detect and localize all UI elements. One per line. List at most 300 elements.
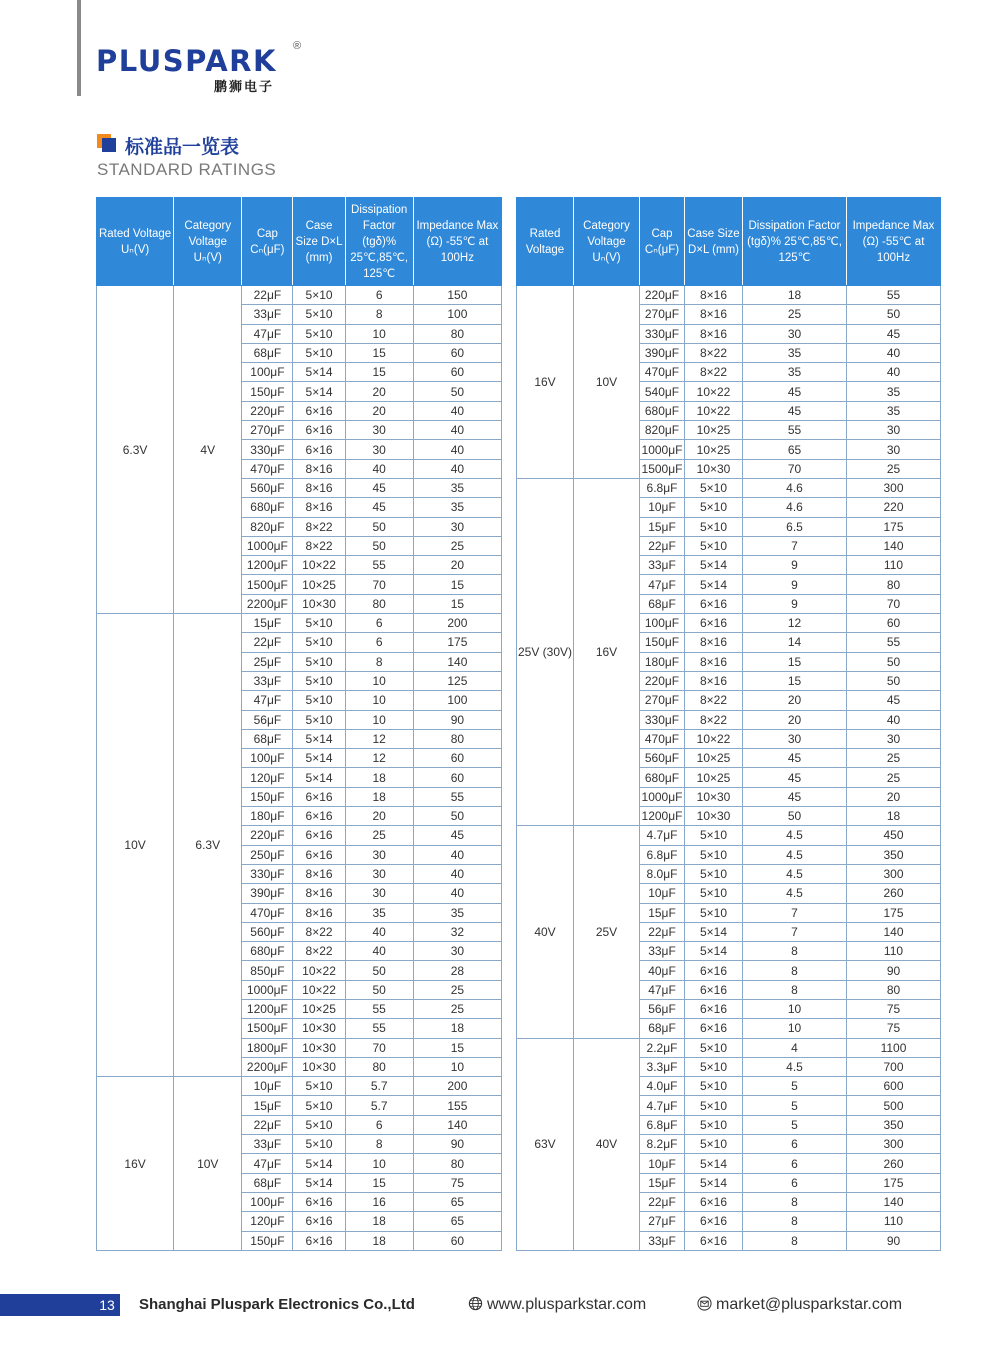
- cap-cell: 470μF: [640, 729, 685, 748]
- case-size-cell: 10×22: [685, 729, 743, 748]
- case-size-cell: 10×22: [293, 556, 345, 575]
- impedance-cell: 50: [847, 305, 941, 324]
- case-size-cell: 6×16: [293, 1192, 345, 1211]
- cap-cell: 4.7μF: [640, 826, 685, 845]
- case-size-cell: 5×10: [685, 1077, 743, 1096]
- case-size-cell: 5×10: [293, 1096, 345, 1115]
- cap-cell: 100μF: [242, 1192, 293, 1211]
- dissipation-cell: 4.5: [743, 884, 847, 903]
- case-size-cell: 10×25: [293, 575, 345, 594]
- cap-cell: 330μF: [640, 324, 685, 343]
- cap-cell: 1500μF: [242, 1019, 293, 1038]
- dissipation-cell: 20: [743, 691, 847, 710]
- dissipation-cell: 25: [743, 305, 847, 324]
- impedance-cell: 65: [413, 1192, 501, 1211]
- case-size-cell: 6×16: [293, 807, 345, 826]
- footer-email[interactable]: [697, 1296, 902, 1314]
- dissipation-cell: 10: [345, 324, 413, 343]
- dissipation-cell: 20: [345, 382, 413, 401]
- case-size-cell: 5×10: [293, 343, 345, 362]
- case-size-cell: 5×14: [293, 768, 345, 787]
- table-header-row: [517, 198, 941, 286]
- dissipation-cell: 8: [345, 305, 413, 324]
- impedance-cell: 40: [847, 710, 941, 729]
- impedance-cell: 32: [413, 922, 501, 941]
- dissipation-cell: 4.6: [743, 478, 847, 497]
- case-size-cell: 5×10: [293, 286, 345, 305]
- case-size-cell: 10×25: [685, 749, 743, 768]
- cap-cell: 560μF: [640, 749, 685, 768]
- cap-cell: 1200μF: [242, 556, 293, 575]
- dissipation-cell: 5.7: [345, 1096, 413, 1115]
- dissipation-cell: 50: [743, 807, 847, 826]
- impedance-cell: 90: [847, 1231, 941, 1250]
- cap-cell: 40μF: [640, 961, 685, 980]
- logo-wordmark: PLUSPARK: [96, 44, 277, 78]
- cap-cell: 220μF: [640, 671, 685, 690]
- dissipation-cell: 20: [345, 807, 413, 826]
- case-size-cell: 8×16: [293, 884, 345, 903]
- cap-cell: 2.2μF: [640, 1038, 685, 1057]
- impedance-cell: 110: [847, 1212, 941, 1231]
- impedance-cell: 90: [413, 710, 501, 729]
- cap-cell: 4.0μF: [640, 1077, 685, 1096]
- category-voltage-cell: 40V: [574, 1038, 640, 1250]
- dissipation-cell: 40: [345, 942, 413, 961]
- dissipation-cell: 45: [743, 749, 847, 768]
- case-size-cell: 5×10: [293, 633, 345, 652]
- cap-cell: 47μF: [242, 691, 293, 710]
- impedance-cell: 40: [413, 401, 501, 420]
- website-text: www.plusparkstar.com: [487, 1296, 647, 1313]
- cap-cell: 1200μF: [640, 807, 685, 826]
- cap-cell: 33μF: [640, 1231, 685, 1250]
- cap-cell: 10μF: [640, 884, 685, 903]
- dissipation-cell: 6: [743, 1154, 847, 1173]
- impedance-cell: 15: [413, 575, 501, 594]
- case-size-cell: 10×25: [685, 421, 743, 440]
- case-size-cell: 10×30: [685, 807, 743, 826]
- case-size-cell: 5×10: [293, 671, 345, 690]
- case-size-cell: 5×10: [685, 845, 743, 864]
- cap-cell: 33μF: [242, 1135, 293, 1154]
- case-size-cell: 5×10: [293, 1115, 345, 1134]
- category-voltage-cell: 4V: [174, 286, 242, 614]
- impedance-cell: 80: [413, 729, 501, 748]
- brand-logo: [96, 40, 302, 95]
- case-size-cell: 6×16: [293, 1231, 345, 1250]
- globe-icon: [468, 1296, 483, 1311]
- table-row: [517, 1038, 941, 1057]
- impedance-cell: 175: [847, 517, 941, 536]
- cap-cell: 27μF: [640, 1212, 685, 1231]
- impedance-cell: 35: [413, 903, 501, 922]
- dissipation-cell: 55: [345, 556, 413, 575]
- dissipation-cell: 8: [743, 980, 847, 999]
- dissipation-cell: 14: [743, 633, 847, 652]
- dissipation-cell: 35: [743, 343, 847, 362]
- impedance-cell: 45: [413, 826, 501, 845]
- dissipation-cell: 9: [743, 575, 847, 594]
- cap-cell: 560μF: [242, 478, 293, 497]
- cap-cell: 150μF: [640, 633, 685, 652]
- category-voltage-cell: 10V: [174, 1077, 242, 1251]
- case-size-cell: 8×16: [685, 305, 743, 324]
- dissipation-cell: 45: [345, 498, 413, 517]
- case-size-cell: 8×16: [293, 498, 345, 517]
- impedance-cell: 300: [847, 1135, 941, 1154]
- page-number: 13: [99, 1297, 115, 1313]
- case-size-cell: 5×10: [685, 498, 743, 517]
- table-row: [97, 286, 502, 305]
- dissipation-cell: 30: [345, 440, 413, 459]
- cap-cell: 56μF: [640, 999, 685, 1018]
- dissipation-cell: 35: [345, 903, 413, 922]
- cap-cell: 15μF: [640, 517, 685, 536]
- header-divider: [77, 0, 81, 96]
- impedance-cell: 25: [413, 999, 501, 1018]
- impedance-cell: 55: [847, 633, 941, 652]
- case-size-cell: 10×30: [293, 1057, 345, 1076]
- dissipation-cell: 6: [345, 1115, 413, 1134]
- dissipation-cell: 70: [345, 1038, 413, 1057]
- dissipation-cell: 4.5: [743, 1057, 847, 1076]
- header-category-voltage: Category Voltage Uₙ(V): [574, 198, 640, 286]
- impedance-cell: 80: [847, 575, 941, 594]
- case-size-cell: 8×22: [293, 942, 345, 961]
- dissipation-cell: 7: [743, 903, 847, 922]
- impedance-cell: 175: [413, 633, 501, 652]
- table-row: [517, 826, 941, 845]
- dissipation-cell: 8: [743, 961, 847, 980]
- dissipation-cell: 7: [743, 536, 847, 555]
- cap-cell: 270μF: [640, 691, 685, 710]
- impedance-cell: 25: [413, 536, 501, 555]
- case-size-cell: 8×16: [685, 324, 743, 343]
- category-voltage-cell: 16V: [574, 478, 640, 825]
- cap-cell: 270μF: [640, 305, 685, 324]
- case-size-cell: 10×30: [293, 1019, 345, 1038]
- dissipation-cell: 18: [345, 1212, 413, 1231]
- dissipation-cell: 15: [743, 671, 847, 690]
- dissipation-cell: 5: [743, 1077, 847, 1096]
- dissipation-cell: 40: [345, 459, 413, 478]
- impedance-cell: 40: [413, 884, 501, 903]
- cap-cell: 47μF: [640, 980, 685, 999]
- impedance-cell: 75: [847, 999, 941, 1018]
- footer-company: Shanghai Pluspark Electronics Co.,Ltd: [139, 1296, 415, 1313]
- email-text: market@plusparkstar.com: [716, 1296, 903, 1313]
- impedance-cell: 30: [847, 421, 941, 440]
- cap-cell: 22μF: [242, 1115, 293, 1134]
- impedance-cell: 35: [847, 401, 941, 420]
- cap-cell: 47μF: [242, 324, 293, 343]
- impedance-cell: 100: [413, 691, 501, 710]
- case-size-cell: 6×16: [685, 961, 743, 980]
- footer-website[interactable]: [468, 1296, 646, 1314]
- impedance-cell: 90: [413, 1135, 501, 1154]
- case-size-cell: 6×16: [685, 980, 743, 999]
- case-size-cell: 8×22: [685, 710, 743, 729]
- dissipation-cell: 35: [743, 363, 847, 382]
- case-size-cell: 6×16: [293, 845, 345, 864]
- impedance-cell: 140: [413, 652, 501, 671]
- dissipation-cell: 45: [345, 478, 413, 497]
- case-size-cell: 5×10: [293, 305, 345, 324]
- case-size-cell: 8×22: [685, 691, 743, 710]
- dissipation-cell: 30: [345, 421, 413, 440]
- dissipation-cell: 4.5: [743, 826, 847, 845]
- cap-cell: 10μF: [640, 498, 685, 517]
- impedance-cell: 1100: [847, 1038, 941, 1057]
- dissipation-cell: 30: [345, 864, 413, 883]
- header-impedance: Impedance Max (Ω) -55℃ at 100Hz: [847, 198, 941, 286]
- case-size-cell: 8×22: [293, 536, 345, 555]
- impedance-cell: 40: [413, 459, 501, 478]
- cap-cell: 47μF: [242, 1154, 293, 1173]
- impedance-cell: 30: [413, 942, 501, 961]
- dissipation-cell: 8: [743, 942, 847, 961]
- cap-cell: 220μF: [242, 826, 293, 845]
- case-size-cell: 5×10: [685, 517, 743, 536]
- table-row: [517, 478, 941, 497]
- ratings-table-right: [516, 197, 941, 1251]
- dissipation-cell: 20: [743, 710, 847, 729]
- dissipation-cell: 12: [345, 749, 413, 768]
- cap-cell: 1500μF: [242, 575, 293, 594]
- dissipation-cell: 45: [743, 787, 847, 806]
- impedance-cell: 50: [847, 652, 941, 671]
- impedance-cell: 300: [847, 478, 941, 497]
- cap-cell: 120μF: [242, 1212, 293, 1231]
- impedance-cell: 10: [413, 1057, 501, 1076]
- rated-voltage-cell: 16V: [517, 286, 574, 479]
- rated-voltage-cell: 6.3V: [97, 286, 174, 614]
- cap-cell: 220μF: [640, 286, 685, 305]
- impedance-cell: 80: [847, 980, 941, 999]
- cap-cell: 68μF: [640, 1019, 685, 1038]
- cap-cell: 150μF: [242, 382, 293, 401]
- case-size-cell: 5×10: [685, 478, 743, 497]
- case-size-cell: 8×16: [685, 286, 743, 305]
- rated-voltage-cell: 63V: [517, 1038, 574, 1250]
- dissipation-cell: 8: [743, 1231, 847, 1250]
- case-size-cell: 6×16: [685, 1019, 743, 1038]
- dissipation-cell: 18: [345, 768, 413, 787]
- case-size-cell: 6×16: [293, 401, 345, 420]
- impedance-cell: 110: [847, 942, 941, 961]
- cap-cell: 4.7μF: [640, 1096, 685, 1115]
- case-size-cell: 5×10: [685, 1135, 743, 1154]
- case-size-cell: 5×10: [685, 864, 743, 883]
- impedance-cell: 65: [413, 1212, 501, 1231]
- impedance-cell: 45: [847, 691, 941, 710]
- dissipation-cell: 10: [345, 1154, 413, 1173]
- dissipation-cell: 30: [345, 845, 413, 864]
- cap-cell: 330μF: [640, 710, 685, 729]
- cap-cell: 470μF: [242, 459, 293, 478]
- ratings-table-left: [96, 197, 502, 1251]
- header-cap: Cap Cₙ(μF): [242, 198, 293, 286]
- case-size-cell: 5×14: [685, 922, 743, 941]
- impedance-cell: 40: [413, 421, 501, 440]
- impedance-cell: 35: [413, 498, 501, 517]
- impedance-cell: 60: [413, 1231, 501, 1250]
- impedance-cell: 40: [413, 845, 501, 864]
- case-size-cell: 5×10: [293, 710, 345, 729]
- impedance-cell: 260: [847, 1154, 941, 1173]
- case-size-cell: 5×10: [685, 826, 743, 845]
- dissipation-cell: 50: [345, 980, 413, 999]
- cap-cell: 33μF: [242, 671, 293, 690]
- case-size-cell: 6×16: [685, 1192, 743, 1211]
- case-size-cell: 6×16: [293, 421, 345, 440]
- cap-cell: 22μF: [242, 633, 293, 652]
- dissipation-cell: 55: [743, 421, 847, 440]
- title-chinese: 标准品一览表: [125, 136, 240, 158]
- impedance-cell: 125: [413, 671, 501, 690]
- case-size-cell: 6×16: [685, 1212, 743, 1231]
- cap-cell: 33μF: [640, 942, 685, 961]
- cap-cell: 820μF: [640, 421, 685, 440]
- header-case-size: Case Size D×L (mm): [293, 198, 345, 286]
- case-size-cell: 5×14: [685, 575, 743, 594]
- cap-cell: 1000μF: [242, 536, 293, 555]
- case-size-cell: 5×10: [685, 903, 743, 922]
- cap-cell: 68μF: [242, 1173, 293, 1192]
- table-row: [517, 286, 941, 305]
- impedance-cell: 40: [847, 363, 941, 382]
- case-size-cell: 8×16: [293, 478, 345, 497]
- cap-cell: 15μF: [640, 1173, 685, 1192]
- impedance-cell: 40: [413, 864, 501, 883]
- dissipation-cell: 80: [345, 1057, 413, 1076]
- header-rated-voltage: Rated Voltage Uₙ(V): [97, 198, 174, 286]
- cap-cell: 10μF: [640, 1154, 685, 1173]
- dissipation-cell: 10: [345, 691, 413, 710]
- impedance-cell: 140: [847, 922, 941, 941]
- impedance-cell: 60: [413, 749, 501, 768]
- dissipation-cell: 16: [345, 1192, 413, 1211]
- cap-cell: 680μF: [640, 401, 685, 420]
- case-size-cell: 8×16: [685, 652, 743, 671]
- dissipation-cell: 15: [345, 1173, 413, 1192]
- cap-cell: 680μF: [242, 942, 293, 961]
- case-size-cell: 6×16: [685, 999, 743, 1018]
- impedance-cell: 25: [413, 980, 501, 999]
- case-size-cell: 8×16: [293, 903, 345, 922]
- dissipation-cell: 18: [345, 787, 413, 806]
- case-size-cell: 5×10: [293, 1135, 345, 1154]
- impedance-cell: 60: [413, 768, 501, 787]
- case-size-cell: 5×14: [293, 363, 345, 382]
- impedance-cell: 60: [413, 343, 501, 362]
- dissipation-cell: 4.5: [743, 845, 847, 864]
- case-size-cell: 5×10: [293, 324, 345, 343]
- cap-cell: 56μF: [242, 710, 293, 729]
- cap-cell: 180μF: [640, 652, 685, 671]
- impedance-cell: 15: [413, 1038, 501, 1057]
- case-size-cell: 5×14: [293, 1173, 345, 1192]
- table-row: [97, 1077, 502, 1096]
- impedance-cell: 110: [847, 556, 941, 575]
- dissipation-cell: 10: [345, 710, 413, 729]
- impedance-cell: 18: [413, 1019, 501, 1038]
- impedance-cell: 600: [847, 1077, 941, 1096]
- case-size-cell: 5×10: [685, 1057, 743, 1076]
- cap-cell: 8.0μF: [640, 864, 685, 883]
- impedance-cell: 90: [847, 961, 941, 980]
- table-header-row: [97, 198, 502, 286]
- dissipation-cell: 50: [345, 961, 413, 980]
- case-size-cell: 8×22: [685, 343, 743, 362]
- impedance-cell: 60: [413, 363, 501, 382]
- dissipation-cell: 18: [743, 286, 847, 305]
- case-size-cell: 8×16: [293, 864, 345, 883]
- case-size-cell: 5×14: [685, 1173, 743, 1192]
- title-english: STANDARD RATINGS: [97, 160, 277, 179]
- impedance-cell: 200: [413, 614, 501, 633]
- dissipation-cell: 30: [743, 729, 847, 748]
- dissipation-cell: 15: [743, 652, 847, 671]
- impedance-cell: 60: [847, 614, 941, 633]
- registered-mark: ®: [293, 40, 302, 52]
- impedance-cell: 55: [413, 787, 501, 806]
- impedance-cell: 700: [847, 1057, 941, 1076]
- impedance-cell: 75: [413, 1173, 501, 1192]
- case-size-cell: 6×16: [293, 440, 345, 459]
- case-size-cell: 10×30: [685, 459, 743, 478]
- dissipation-cell: 10: [743, 1019, 847, 1038]
- dissipation-cell: 6: [345, 633, 413, 652]
- impedance-cell: 200: [413, 1077, 501, 1096]
- rated-voltage-cell: 40V: [517, 826, 574, 1038]
- case-size-cell: 10×25: [685, 768, 743, 787]
- impedance-cell: 50: [847, 671, 941, 690]
- case-size-cell: 5×10: [685, 1038, 743, 1057]
- header-impedance: Impedance Max (Ω) -55℃ at 100Hz: [413, 198, 501, 286]
- cap-cell: 33μF: [242, 305, 293, 324]
- case-size-cell: 10×22: [293, 961, 345, 980]
- cap-cell: 390μF: [242, 884, 293, 903]
- dissipation-cell: 12: [743, 614, 847, 633]
- case-size-cell: 6×16: [293, 1212, 345, 1231]
- dissipation-cell: 12: [345, 729, 413, 748]
- impedance-cell: 35: [413, 478, 501, 497]
- cap-cell: 100μF: [242, 363, 293, 382]
- dissipation-cell: 9: [743, 556, 847, 575]
- cap-cell: 100μF: [640, 614, 685, 633]
- cap-cell: 120μF: [242, 768, 293, 787]
- dissipation-cell: 5: [743, 1096, 847, 1115]
- case-size-cell: 5×14: [685, 1154, 743, 1173]
- dissipation-cell: 30: [345, 884, 413, 903]
- impedance-cell: 260: [847, 884, 941, 903]
- dissipation-cell: 65: [743, 440, 847, 459]
- cap-cell: 6.8μF: [640, 845, 685, 864]
- title-square-icon: [97, 134, 117, 152]
- impedance-cell: 70: [847, 594, 941, 613]
- cap-cell: 1000μF: [242, 980, 293, 999]
- dissipation-cell: 7: [743, 922, 847, 941]
- impedance-cell: 75: [847, 1019, 941, 1038]
- impedance-cell: 50: [413, 382, 501, 401]
- cap-cell: 22μF: [242, 286, 293, 305]
- cap-cell: 25μF: [242, 652, 293, 671]
- dissipation-cell: 80: [345, 594, 413, 613]
- case-size-cell: 6×16: [293, 826, 345, 845]
- category-voltage-cell: 10V: [574, 286, 640, 479]
